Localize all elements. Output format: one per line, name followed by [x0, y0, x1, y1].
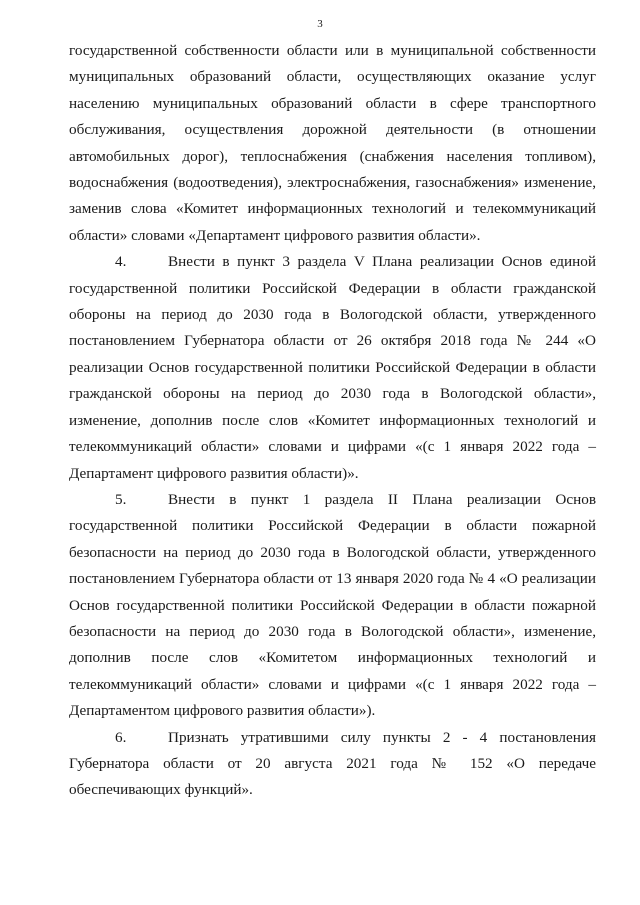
paragraph-number: 4. [115, 253, 127, 271]
paragraph-6 [69, 725, 596, 804]
paragraph-text: Внести в пункт 3 раздела V Плана реализации Основ единой государственной политики Российской Федерации в области гражданской обороны на период до 2030 года в Вологодской области, утвержденного постановлением Губернатора области от 26 октября 2018 года № 244 «О реализации Основ государственной политики Российской Федерации в области гражданской обороны на период до 2030 года в Вологодской области», изменение, дополнив после слов «Комитет информационных технологий и телекоммуникаций области» словами и цифрами «(с 1 января 2022 года – Департамент цифрового развития области)». [69, 253, 596, 482]
paragraph-text: Признать утратившими силу пункты 2 - 4 постановления Губернатора области от 20 августа 2021 года № 152 «О передаче обеспечивающих функций». [69, 728, 596, 799]
paragraph-continuation [69, 38, 596, 249]
paragraph-number: 5. [115, 490, 127, 508]
paragraph-4 [69, 249, 596, 487]
paragraph-text: государственной собственности области или в муниципальной собственности муниципальных образований области, осуществляющих оказание услуг населению муниципальных образований области в сфере транспортного обслуживания, осуществления дорожной деятельности (в отношении автомобильных дорог), теплоснабжения (снабжения населения топливом), водоснабжения (водоотведения), электроснабжения, газоснабжения» изменение, заменив слова «Комитет информационных технологий и телекоммуникаций области» словами «Департамент цифрового развития области». [69, 42, 596, 244]
paragraph-5 [69, 487, 596, 725]
page-number: 3 [317, 18, 323, 30]
paragraph-text: Внести в пункт 1 раздела II Плана реализации Основ государственной политики Российской Федерации в области пожарной безопасности на период до 2030 года в Вологодской области, утвержденного постановлением Губернатора области от 13 января 2020 года № 4 «О реализации Основ государственной политики Российской Федерации в области пожарной безопасности на период до 2030 года в Вологодской области», изменение, дополнив после слов «Комитетом информационных технологий и телекоммуникаций области» словами и цифрами «(с 1 января 2022 года – Департаментом цифрового развития области»). [69, 490, 596, 720]
paragraph-number: 6. [115, 728, 127, 746]
document-body [69, 38, 596, 804]
